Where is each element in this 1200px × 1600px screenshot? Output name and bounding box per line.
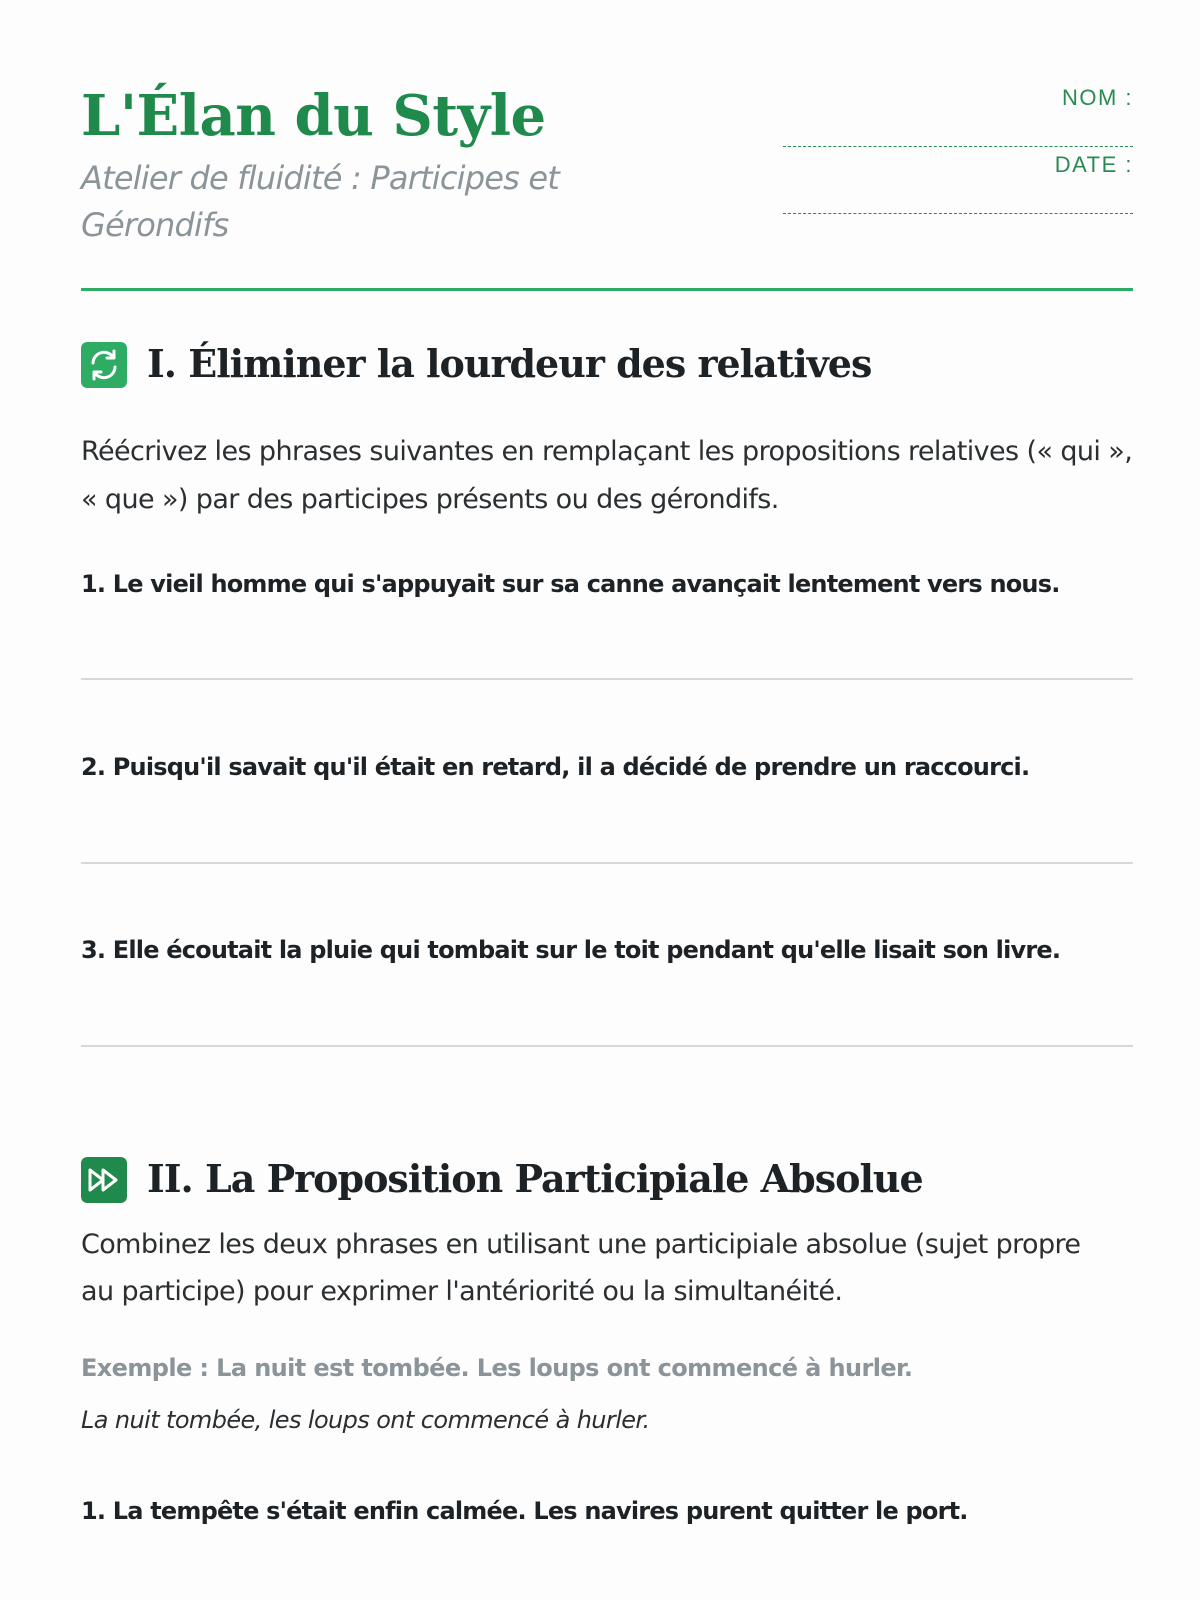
section-instructions: Réécrivez les phrases suivantes en remplaçant les propositions relatives (« qui », « que ») par des participes présents ou des gérondifs. xyxy=(81,436,1133,515)
student-info xyxy=(783,80,1133,214)
question-3: 3. Elle écoutait la pluie qui tombait sur le toit pendant qu'elle lisait son livre. xyxy=(81,936,1061,964)
date-field[interactable] xyxy=(783,183,1133,214)
date-label: DATE : xyxy=(1054,152,1133,177)
section-relatives xyxy=(81,340,1133,964)
name-field[interactable] xyxy=(783,116,1133,147)
answer-line-2[interactable] xyxy=(81,862,1133,864)
answer-line-3[interactable] xyxy=(81,1045,1133,1047)
question-1: 1. Le vieil homme qui s'appuyait sur sa canne avançait lentement vers nous. xyxy=(81,570,1060,598)
question-1: 1. La tempête s'était enfin calmée. Les navires purent quitter le port. xyxy=(81,1497,968,1525)
section-title: II. La Proposition Participiale Absolue xyxy=(147,1156,923,1201)
refresh-icon xyxy=(81,342,127,388)
section-title: I. Éliminer la lourdeur des relatives xyxy=(147,341,872,386)
question-2: 2. Puisqu'il savait qu'il était en retard, il a décidé de prendre un raccourci. xyxy=(81,753,1030,781)
worksheet-page xyxy=(81,0,1133,1525)
example-answer: La nuit tombée, les loups ont commencé à hurler. xyxy=(81,1406,650,1434)
section-heading xyxy=(81,1155,1133,1205)
name-label: NOM : xyxy=(1061,85,1133,110)
example-prompt: Exemple : La nuit est tombée. Les loups ont commencé à hurler. xyxy=(81,1354,913,1382)
page-subtitle: Atelier de fluidité : Participes et Gérondifs xyxy=(81,159,560,244)
section-participiale xyxy=(81,1155,1133,1525)
answer-line-1[interactable] xyxy=(81,678,1133,680)
section-instructions: Combinez les deux phrases en utilisant une participiale absolue (sujet propre au participe) pour exprimer l'antériorité ou la simultanéité. xyxy=(81,1229,1081,1307)
section-heading xyxy=(81,340,1133,390)
page-title: L'Élan du Style xyxy=(81,83,546,149)
fast-forward-icon xyxy=(81,1157,127,1203)
worksheet-header xyxy=(81,0,1133,291)
